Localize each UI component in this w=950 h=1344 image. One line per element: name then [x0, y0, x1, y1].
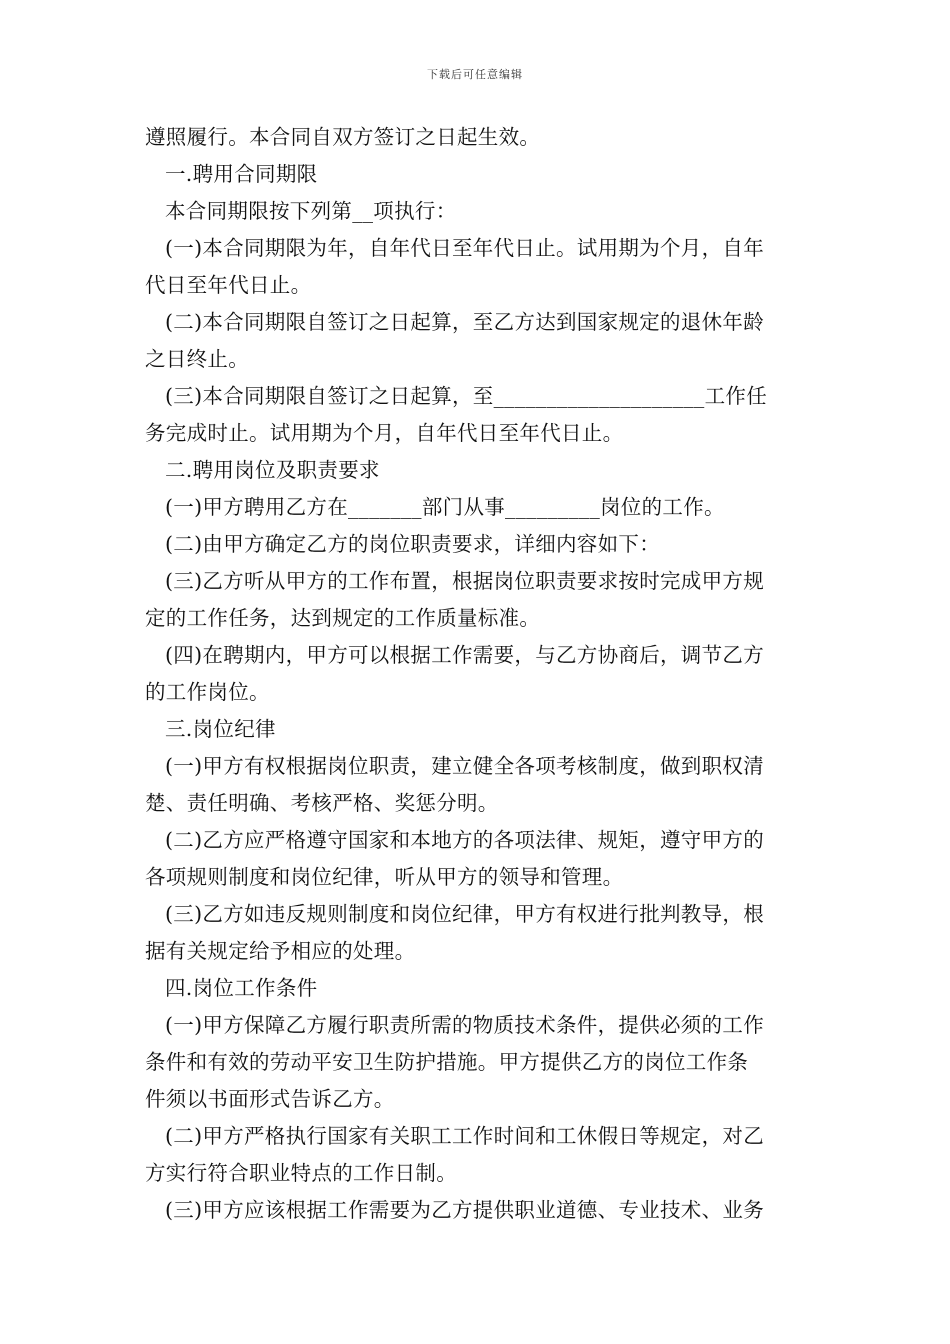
text-line: 楚、责任明确、考核严格、奖惩分明。 — [145, 791, 499, 815]
clause-line: (二)由甲方确定乙方的岗位职责要求，详细内容如下： — [165, 532, 660, 556]
clause-line: (四)在聘期内，甲方可以根据工作需要，与乙方协商后，调节乙方 — [165, 643, 764, 667]
clause-line: (三)本合同期限自签订之日起算，至____________________工作任 — [165, 384, 767, 408]
text-line: 务完成时止。试用期为个月，自年代日至年代日止。 — [145, 421, 624, 445]
clause-line: (二)乙方应严格遵守国家和本地方的各项法律、规矩，遵守甲方的 — [165, 828, 764, 852]
section-heading: 三.岗位纪律 — [165, 717, 276, 741]
clause-line: (一)甲方聘用乙方在_______部门从事_________岗位的工作。 — [165, 495, 725, 519]
text-line: 条件和有效的劳动平安卫生防护措施。甲方提供乙方的岗位工作条 — [145, 1050, 749, 1074]
text-line: 之日终止。 — [145, 347, 249, 371]
text-line: 代日至年代日止。 — [145, 273, 312, 297]
text-line: 本合同期限按下列第__项执行： — [165, 199, 457, 223]
text-line: 的工作岗位。 — [145, 680, 270, 704]
clause-line: (三)甲方应该根据工作需要为乙方提供职业道德、专业技术、业务 — [165, 1198, 764, 1222]
section-heading: 二.聘用岗位及职责要求 — [165, 458, 380, 482]
text-line: 定的工作任务，达到规定的工作质量标准。 — [145, 606, 541, 630]
clause-line: (一)本合同期限为年，自年代日至年代日止。试用期为个月，自年 — [165, 236, 764, 260]
clause-line: (三)乙方听从甲方的工作布置，根据岗位职责要求按时完成甲方规 — [165, 569, 764, 593]
text-line: 件须以书面形式告诉乙方。 — [145, 1087, 395, 1111]
text-line: 方实行符合职业特点的工作日制。 — [145, 1161, 457, 1185]
clause-line: (一)甲方有权根据岗位职责，建立健全各项考核制度，做到职权清 — [165, 754, 764, 778]
document-body — [145, 119, 810, 1229]
text-line: 各项规则制度和岗位纪律，听从甲方的领导和管理。 — [145, 865, 624, 889]
section-heading: 一.聘用合同期限 — [165, 162, 318, 186]
page-header-note: 下载后可任意编辑 — [427, 68, 523, 81]
clause-line: (三)乙方如违反规则制度和岗位纪律，甲方有权进行批判教导，根 — [165, 902, 764, 926]
text-line: 遵照履行。本合同自双方签订之日起生效。 — [145, 125, 541, 149]
section-heading: 四.岗位工作条件 — [165, 976, 318, 1000]
clause-line: (一)甲方保障乙方履行职责所需的物质技术条件，提供必须的工作 — [165, 1013, 764, 1037]
clause-line: (二)甲方严格执行国家有关职工工作时间和工休假日等规定，对乙 — [165, 1124, 764, 1148]
clause-line: (二)本合同期限自签订之日起算，至乙方达到国家规定的退休年龄 — [165, 310, 764, 334]
text-line: 据有关规定给予相应的处理。 — [145, 939, 416, 963]
